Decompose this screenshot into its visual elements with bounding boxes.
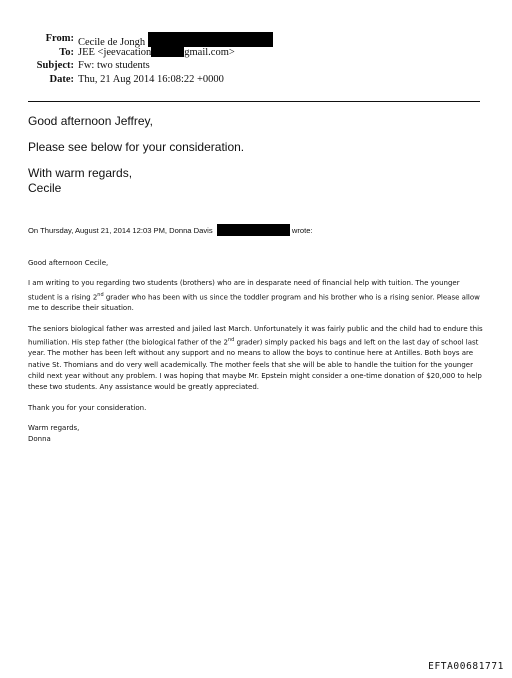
redaction-box	[151, 47, 184, 57]
original-paragraph-1: I am writing to you regarding two students (brothers) who are in desparate need of financial help with tuition. The younger student is a rising 2nd grader who has been with us since the toddler program and his brother who is a rising senior. Please allow me to describe their situation.	[28, 279, 480, 313]
original-signoff	[28, 423, 488, 446]
forward-wrote: wrote:	[291, 226, 313, 235]
from-name: Cecile de Jongh	[78, 37, 146, 48]
to-value	[78, 46, 235, 60]
cover-line: Please see below for your consideration.	[28, 140, 245, 154]
cover-signoff	[28, 166, 448, 196]
cover-greeting: Good afternoon Jeffrey,	[28, 114, 153, 128]
cover-closing: With warm regards,	[28, 166, 133, 180]
original-signature: Donna	[28, 435, 51, 444]
to-label: To:	[59, 46, 74, 58]
to-address-start: JEE <jeevacation	[78, 46, 152, 58]
date-row	[0, 73, 512, 87]
date-value: Thu, 21 Aug 2014 16:08:22 +0000	[78, 73, 224, 85]
cover-message	[28, 114, 448, 207]
original-closing: Warm regards,	[28, 423, 80, 432]
subject-value: Fw: two students	[78, 60, 150, 71]
redaction-box	[217, 224, 290, 236]
to-address-end: gmail.com>	[184, 46, 235, 58]
forward-attribution	[28, 224, 313, 237]
forward-prefix: On Thursday, August 21, 2014 12:03 PM, Donna Davis	[28, 226, 213, 235]
date-label: Date:	[49, 73, 74, 85]
original-greeting: Good afternoon Cecile,	[28, 259, 109, 267]
header-divider	[28, 101, 480, 102]
to-row	[0, 46, 512, 60]
email-header	[0, 32, 512, 86]
original-thanks: Thank you for your consideration.	[28, 403, 147, 412]
original-message	[28, 258, 488, 455]
subject-label: Subject:	[36, 60, 74, 71]
from-row	[0, 32, 512, 46]
from-label: From:	[45, 33, 74, 44]
original-paragraph-2: The seniors biological father was arrested and jailed last March. Unfortunately it was fairly public and the child had to endure this humiliation. His step father (the biological father of the 2nd grader) simply packed his bags and left on the last day of school last year. The mother has been left without any support and no means to allow the boys to continue here at Antilles. Both boys are native St. Thomians and do very well academically. The mother feels that she will be able to handle the tuition for the younger child next year without any problem. I was hoping that maybe Mr. Epstein might consider a one-time donation of $20,000 to help these two students. Any assistance would be greatly appreciated.	[28, 324, 483, 392]
cover-signature: Cecile	[28, 181, 62, 195]
document-stamp: EFTA00681771	[428, 661, 504, 672]
subject-row	[0, 59, 512, 73]
